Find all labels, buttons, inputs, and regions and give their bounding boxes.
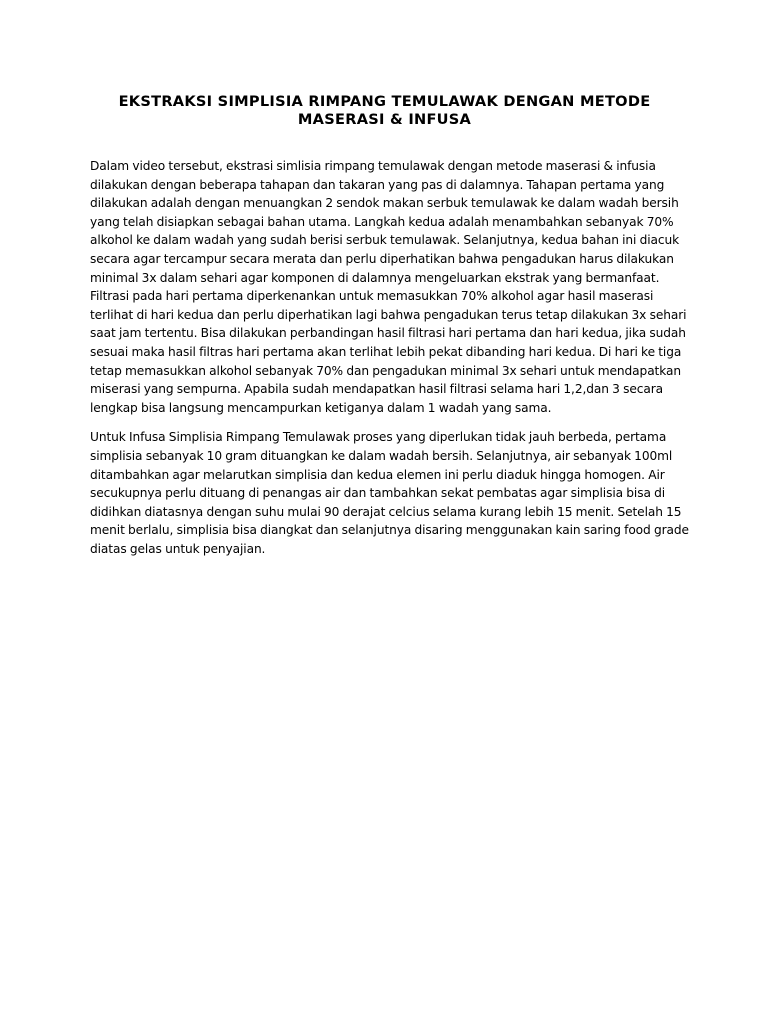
paragraph-infusa: Untuk Infusa Simplisia Rimpang Temulawak proses yang diperlukan tidak jauh berbeda, pertama simplisia sebanyak 10 gram dituangkan ke dalam wadah bersih. Selanjutnya, air sebanyak 100ml ditambahkan agar melarutkan simplisia dan kedua elemen ini perlu diaduk hingga homogen. Air secukupnya perlu dituang di penangas air dan tambahkan sekat pembatas agar simplisia bisa di didihkan diatasnya dengan suhu mulai 90 derajat celcius selama kurang lebih 15 menit. Setelah 15 menit berlalu, simplisia bisa diangkat dan selanjutnya disaring menggunakan kain saring food grade diatas gelas untuk penyajian. xyxy=(90,430,689,556)
paragraph-maserasi: Dalam video tersebut, ekstrasi simlisia rimpang temulawak dengan metode maserasi & infusia dilakukan dengan beberapa tahapan dan takaran yang pas di dalamnya. Tahapan pertama yang dilakukan adalah dengan menuangkan 2 sendok makan serbuk temulawak ke dalam wadah bersih yang telah disiapkan sebagai bahan utama. Langkah kedua adalah menambahkan sebanyak 70% alkohol ke dalam wadah yang sudah berisi serbuk temulawak. Selanjutnya, kedua bahan ini diacuk secara agar tercampur secara merata dan perlu diperhatikan bahwa pengadukan harus dilakukan minimal 3x dalam sehari agar komponen di dalamnya mengeluarkan ekstrak yang bermanfaat. Filtrasi pada hari pertama diperkenankan untuk memasukkan 70% alkohol agar hasil maserasi terlihat di hari kedua dan perlu diperhatikan lagi bahwa pengadukan terus tetap dilakukan 3x sehari saat jam tertentu. Bisa dilakukan perbandingan hasil filtrasi hari pertama dan hari kedua, jika sudah sesuai maka hasil filtras hari pertama akan terlihat lebih pekat dibanding hari kedua. Di hari ke tiga tetap memasukkan alkohol sebanyak 70% dan pengadukan minimal 3x sehari untuk mendapatkan miserasi yang sempurna. Apabila sudah mendapatkan hasil filtrasi selama hari 1,2,dan 3 secara lengkap bisa langsung mencampurkan ketiganya dalam 1 wadah yang sama. xyxy=(90,159,687,415)
document-title: EKSTRAKSI SIMPLISIA RIMPANG TEMULAWAK DENGAN METODE MASERASI & INFUSA xyxy=(118,93,651,128)
document-body xyxy=(90,157,690,569)
